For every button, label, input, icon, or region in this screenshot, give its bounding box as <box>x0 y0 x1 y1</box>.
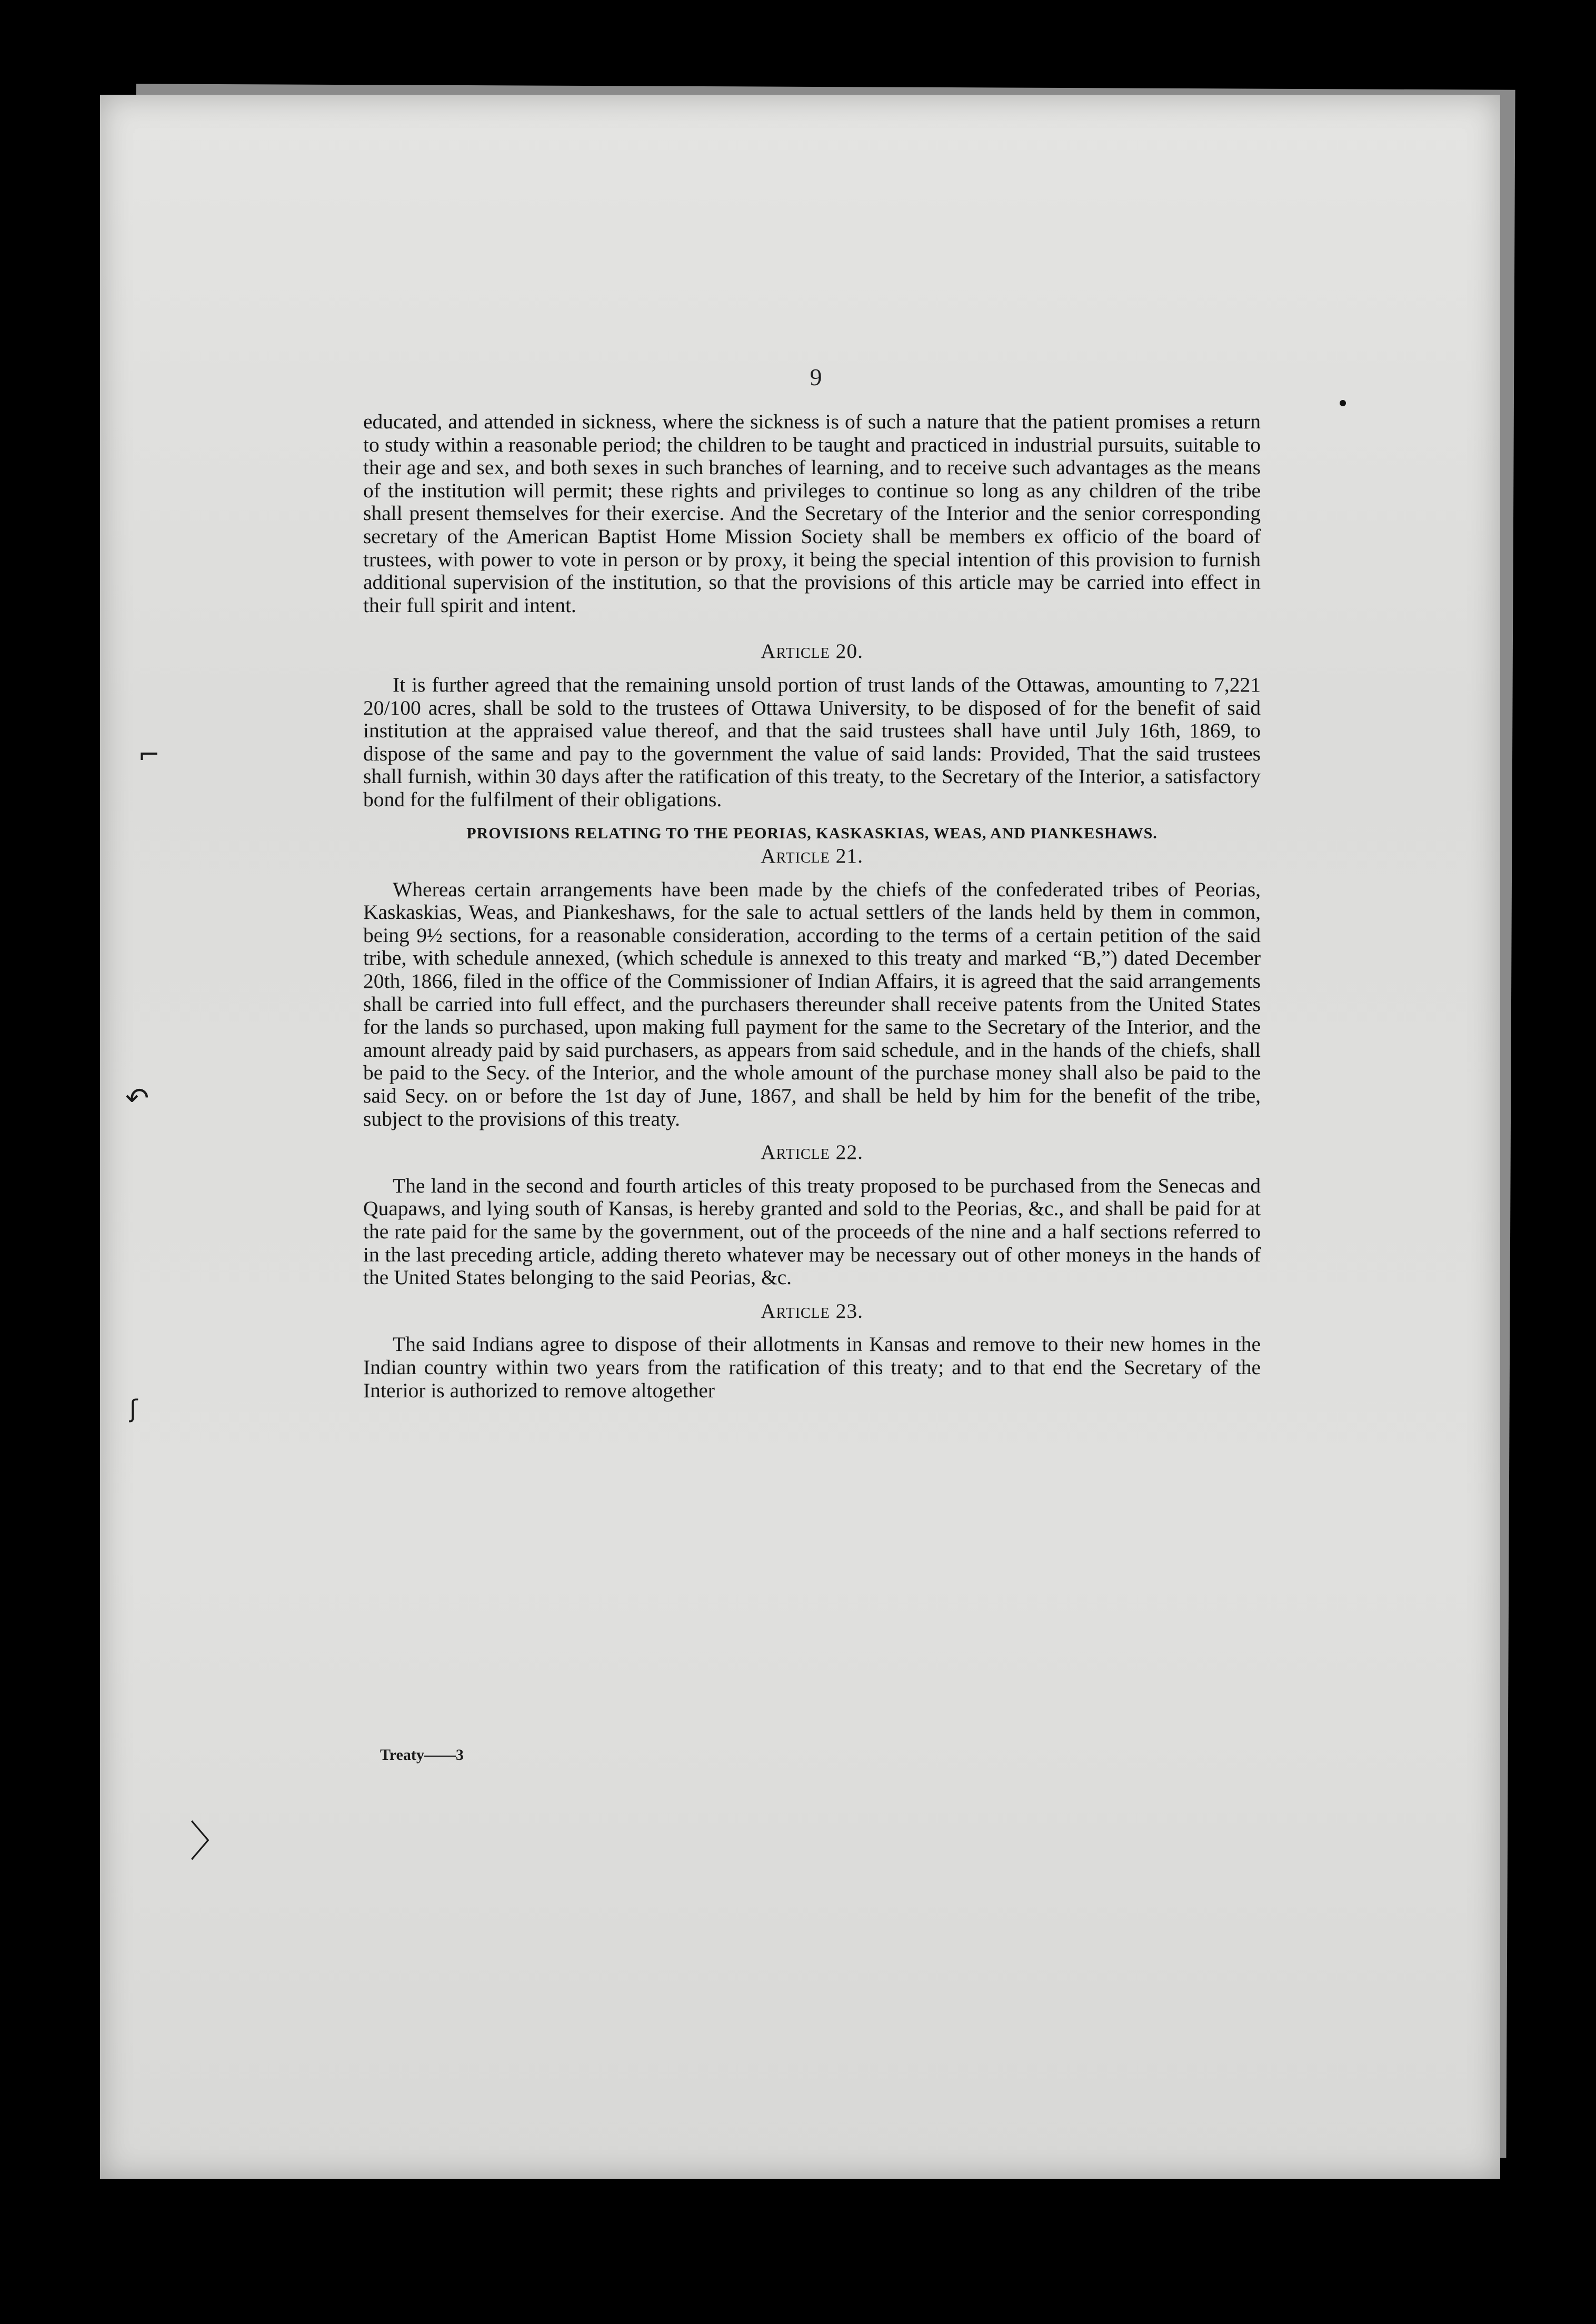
spacer <box>363 1164 1261 1175</box>
spacer <box>363 1130 1261 1141</box>
article-22-text: The land in the second and fourth articles of this treaty proposed to be purchased from the Senecas and Quapaws, and lying south of Kansas, is hereby granted and sold to the Peorias, &c., and shall be paid for at the rate paid for the same by the government, out of the proceeds of the nine and a half sections referred to in the last preceding article, adding thereto whatever may be necessary out of other moneys in the hands of the United States belonging to the said Peorias, &c. <box>363 1174 1261 1289</box>
margin-mark: ↶ <box>125 1081 149 1115</box>
opening-paragraph: educated, and attended in sickness, where the sickness is of such a nature that the patient promises a return to study within a reasonable period; the children to be taught and practiced in industrial pursuits, suitable to their age and sex, and both sexes in such branches of learning, and to receive such advantages as the means of the institution will permit; these rights and privileges to continue so long as any children of the tribe shall present themselves for their exercise. And the Secretary of the Interior and the senior corresponding secretary of the American Baptist Home Mission Society shall be members ex officio of the board of trustees, with power to vote in person or by proxy, it being the special intention of this provision to furnish additional supervision of the institution, so that the provisions of this article may be carried into effect in their full spirit and intent. <box>363 410 1261 617</box>
spacer <box>363 1323 1261 1333</box>
spacer <box>363 812 1261 822</box>
article-21-heading: Article 21. <box>760 844 864 868</box>
section-heading: PROVISIONS RELATING TO THE PEORIAS, KASKASKIAS, WEAS, AND PIANKESHAWS. <box>466 824 1158 842</box>
ink-speck <box>1340 400 1346 406</box>
page-number: 9 <box>810 364 822 390</box>
article-23-text: The said Indians agree to dispose of their allotments in Kansas and remove to their new homes in the Indian country within two years from the ratification of this treaty; and to that end the Secretary of the Interior is authorized to remove altogether <box>363 1333 1261 1402</box>
spacer <box>363 1289 1261 1300</box>
body-text <box>363 410 1261 1402</box>
article-20-heading: Article 20. <box>760 639 864 663</box>
spacer <box>363 617 1261 640</box>
article-20-text: It is further agreed that the remaining unsold portion of trust lands of the Ottawas, amounting to 7,221 20/100 acres, shall be sold to the trustees of Ottawa University, to be disposed of for the benefit of said institution at the appraised value thereof, and that the said trustees shall have until July 16th, 1869, to dispose of the same and pay to the government the value of said lands: Provided, That the said trustees shall furnish, within 30 days after the ratification of this treaty, to the Secretary of the Interior, a satisfactory bond for the fulfilment of their obligations. <box>363 673 1261 811</box>
margin-mark: ʃ <box>129 1395 138 1423</box>
spacer <box>363 663 1261 674</box>
margin-mark: 〉 <box>189 1817 232 1866</box>
article-21-text: Whereas certain arrangements have been made by the chiefs of the confederated tribes of Peorias, Kaskaskias, Weas, and Piankeshaws, for the sale to actual settlers of the lands held by them in common, being 9½ sections, for a reasonable consideration, according to the terms of a certain petition of the said tribe, with schedule annexed, (which schedule is annexed to this treaty and marked “B,”) dated December 20th, 1866, filed in the office of the Commissioner of Indian Affairs, it is agreed that the said arrangements shall be carried into full effect, and the purchasers thereunder shall receive patents from the United States for the lands so purchased, upon making full payment for the same to the Secretary of the Interior, and the amount already paid by said purchasers, as appears from said schedule, and in the hands of the chiefs, shall be paid to the Secy. of the Interior, and the whole amount of the purchase money shall also be paid to the said Secy. on or before the 1st day of June, 1867, and shall be held by him for the benefit of the tribe, subject to the provisions of this treaty. <box>363 877 1261 1130</box>
spacer <box>363 868 1261 878</box>
article-22-heading: Article 22. <box>760 1140 864 1164</box>
page-footer: Treaty——3 <box>380 1746 464 1764</box>
article-23-heading: Article 23. <box>760 1299 864 1323</box>
margin-mark: ⌐ <box>138 739 160 770</box>
